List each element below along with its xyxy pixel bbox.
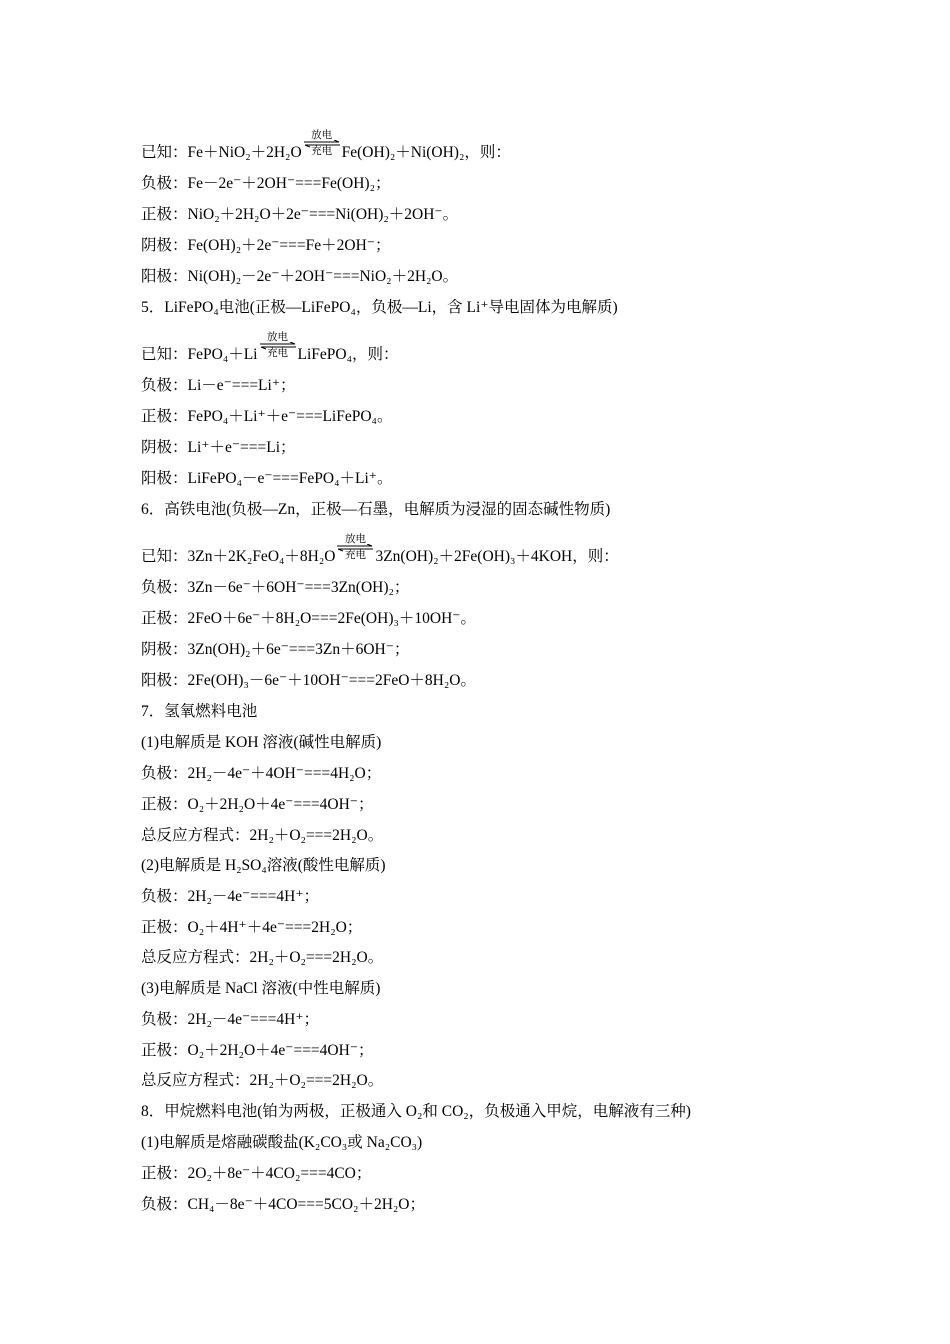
section-heading: 5．LiFePO₄电池(正极—LiFePO₄，负极—Li，含 Li⁺导电固体为电解质) <box>141 299 618 316</box>
text-line: 负极：CH₄－8e⁻＋4CO===5CO₂＋2H₂O； <box>141 1196 425 1213</box>
text-line: 负极：2H₂－4e⁻＋4OH⁻===4H₂O； <box>141 765 382 782</box>
text-line: 负极：2H₂－4e⁻===4H⁺； <box>141 1011 320 1028</box>
text-line: 负极：2H₂－4e⁻===4H⁺； <box>141 888 320 905</box>
reversible-arrow <box>303 130 341 163</box>
text-line: 阳极：2Fe(OH)₃－6e⁻＋10OH⁻===2FeO＋8H₂O。 <box>141 672 476 689</box>
subsection-heading: (3)电解质是 NaCl 溶液(中性电解质) <box>141 980 381 997</box>
reversible-arrow <box>259 332 297 365</box>
section-heading: 7．氢氧燃料电池 <box>141 703 258 720</box>
subsection-heading: (2)电解质是 H₂SO₄溶液(酸性电解质) <box>141 857 386 874</box>
text-line: 总反应方程式：2H₂＋O₂===2H₂O。 <box>141 827 384 844</box>
text-line: 正极：O₂＋4H⁺＋4e⁻===2H₂O； <box>141 919 363 936</box>
section-heading: 8．甲烷燃料电池(铂为两极，正极通入 O₂和 CO₂，负极通入甲烷，电解液有三种) <box>141 1103 691 1120</box>
equation-left: 已知：FePO₄＋Li <box>141 346 258 363</box>
text-line: 正极：2O₂＋8e⁻＋4CO₂===4CO； <box>141 1165 372 1182</box>
text-line: 正极：NiO₂＋2H₂O＋2e⁻===Ni(OH)₂＋2OH⁻。 <box>141 206 459 223</box>
text-line: 正极：FePO₄＋Li⁺＋e⁻===LiFePO₄。 <box>141 408 393 425</box>
text-line: 总反应方程式：2H₂＋O₂===2H₂O。 <box>141 1072 384 1089</box>
text-line: 阳极：LiFePO₄－e⁻===FePO₄＋Li⁺。 <box>141 470 393 487</box>
text-line <box>141 332 399 365</box>
arrow-label-discharge: 放电 <box>311 130 333 141</box>
text-line: 负极：Fe－2e⁻＋2OH⁻===Fe(OH)₂； <box>141 175 391 192</box>
text-line <box>141 130 511 163</box>
arrow-label-charge: 充电 <box>311 146 333 157</box>
text-line: 阴极：Li⁺＋e⁻===Li； <box>141 439 296 456</box>
subsection-heading: (1)电解质是熔融碳酸盐(K₂CO₃或 Na₂CO₃) <box>141 1134 423 1151</box>
arrow-label-discharge: 放电 <box>344 534 366 545</box>
reversible-arrow <box>336 534 374 567</box>
equation-right: 3Zn(OH)₂＋2Fe(OH)₃＋4KOH，则： <box>375 548 619 565</box>
section-heading: 6．高铁电池(负极—Zn，正极—石墨，电解质为浸湿的固态碱性物质) <box>141 501 611 518</box>
arrow-label-charge: 充电 <box>267 348 288 359</box>
equation-right: Fe(OH)₂＋Ni(OH)₂，则： <box>341 144 511 161</box>
text-line: 阳极：Ni(OH)₂－2e⁻＋2OH⁻===NiO₂＋2H₂O。 <box>141 268 459 285</box>
text-line: 阴极：3Zn(OH)₂＋6e⁻===3Zn＋6OH⁻； <box>141 641 410 658</box>
equation-left: 已知：Fe＋NiO₂＋2H₂O <box>141 144 302 161</box>
text-line: 正极：2FeO＋6e⁻＋8H₂O===2Fe(OH)₃＋10OH⁻。 <box>141 610 476 627</box>
subsection-heading: (1)电解质是 KOH 溶液(碱性电解质) <box>141 734 382 751</box>
arrow-label-discharge: 放电 <box>267 332 288 343</box>
text-line: 正极：O₂＋2H₂O＋4e⁻===4OH⁻； <box>141 796 374 813</box>
text-line: 阴极：Fe(OH)₂＋2e⁻===Fe＋2OH⁻； <box>141 237 391 254</box>
arrow-label-charge: 充电 <box>344 550 366 561</box>
text-line: 负极：3Zn－6e⁻＋6OH⁻===3Zn(OH)₂； <box>141 579 410 596</box>
equation-left: 已知：3Zn＋2K₂FeO₄＋8H₂O <box>141 548 336 565</box>
text-line: 总反应方程式：2H₂＋O₂===2H₂O。 <box>141 949 384 966</box>
text-line: 正极：O₂＋2H₂O＋4e⁻===4OH⁻； <box>141 1042 374 1059</box>
equation-right: LiFePO₄，则： <box>297 346 399 363</box>
text-line: 负极：Li－e⁻===Li⁺； <box>141 377 296 394</box>
text-line <box>141 534 619 567</box>
